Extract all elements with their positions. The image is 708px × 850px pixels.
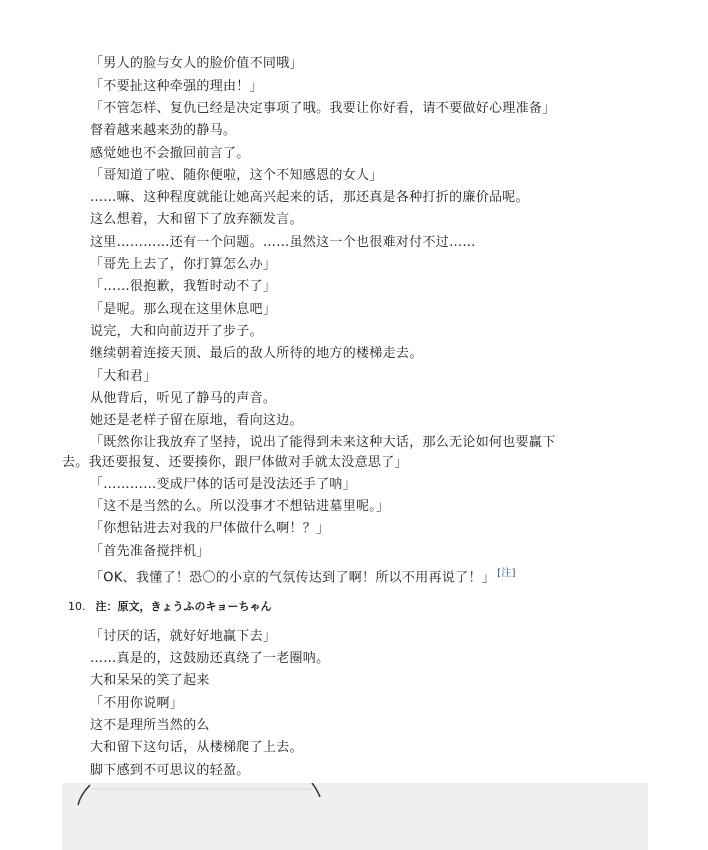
text-line: 「……很抱歉，我暂时动不了」 <box>90 279 277 294</box>
text-paragraph: 「既然你让我放弃了坚持，说出了能得到未来这种大话，那么无论如何也要赢下去。我还要报复、还要揍你，跟尸体做对手就太没意思了」 <box>62 435 556 470</box>
text-line: 感觉她也不会撤回前言了。 <box>90 146 250 161</box>
text-line: 脚下感到不可思议的轻盈。 <box>90 763 250 778</box>
footnote-number: 10. <box>68 600 86 613</box>
footnote-reference-link[interactable]: [注] <box>497 568 516 579</box>
text-line: 「哥知道了啦、随你便啦，这个不知感恩的女人」 <box>90 168 383 183</box>
text-line: 「这不是当然的么。所以没事才不想钻进墓里呢。」 <box>90 499 390 514</box>
text-line: 「不管怎样、复仇已经是决定事项了哦。我要让你好看，请不要做好心理准备」 <box>90 101 556 116</box>
footnote <box>68 598 272 614</box>
text-line: 「是呢。那么现在这里休息吧」 <box>90 302 277 317</box>
illustration-sketch <box>62 783 648 850</box>
text-line: ……嘛、这种程度就能让她高兴起来的话，那还真是各种打折的廉价品呢。 <box>90 190 529 205</box>
text-line-with-footnote <box>90 566 668 586</box>
footnote-text: 注：原文，きょうふのキョーちゃん <box>95 600 272 613</box>
text-line: 这里…………还有一个问题。……虽然这一个也很难对付不过…… <box>90 235 476 250</box>
text-line: 「男人的脸与女人的脸价值不同哦」 <box>90 56 303 71</box>
text-line: 「不用你说啊」 <box>90 696 184 711</box>
text-line: 说完，大和向前迈开了步子。 <box>90 324 263 339</box>
text-line: 「讨厌的话，就好好地赢下去」 <box>90 629 277 644</box>
text-line: 大和留下这句话，从楼梯爬了上去。 <box>90 740 303 755</box>
text-line: 「首先准备搅拌机」 <box>90 544 210 559</box>
text-line: 「你想钻进去对我的尸体做什么啊！？」 <box>90 521 330 536</box>
text-line: 「大和君」 <box>90 369 157 384</box>
text-line: 这么想着，大和留下了放弃额发言。 <box>90 212 303 227</box>
text-line: ……真是的，这鼓励还真绕了一老圈呐。 <box>90 651 330 666</box>
text-line: 督着越来越来劲的静马。 <box>90 123 237 138</box>
text-line: 继续朝着连接天顶、最后的敌人所待的地方的楼梯走去。 <box>90 346 423 361</box>
text-line: 「不要扯这种牵强的理由！」 <box>90 79 263 94</box>
text-line: 「OK、我懂了！恐〇的小京的气氛传达到了啊！所以不用再说了！」 <box>90 570 496 586</box>
text-line: 从他背后，听见了静马的声音。 <box>90 391 277 406</box>
text-line: 「哥先上去了，你打算怎么办」 <box>90 257 277 272</box>
text-line: 「…………变成尸体的话可是没法还手了呐」 <box>90 477 356 492</box>
text-line: 大和呆呆的笑了起来 <box>90 673 210 688</box>
text-line: 这不是理所当然的么 <box>90 718 210 733</box>
illustration-image <box>62 783 648 850</box>
text-line: 她还是老样子留在原地，看向这边。 <box>90 413 303 428</box>
